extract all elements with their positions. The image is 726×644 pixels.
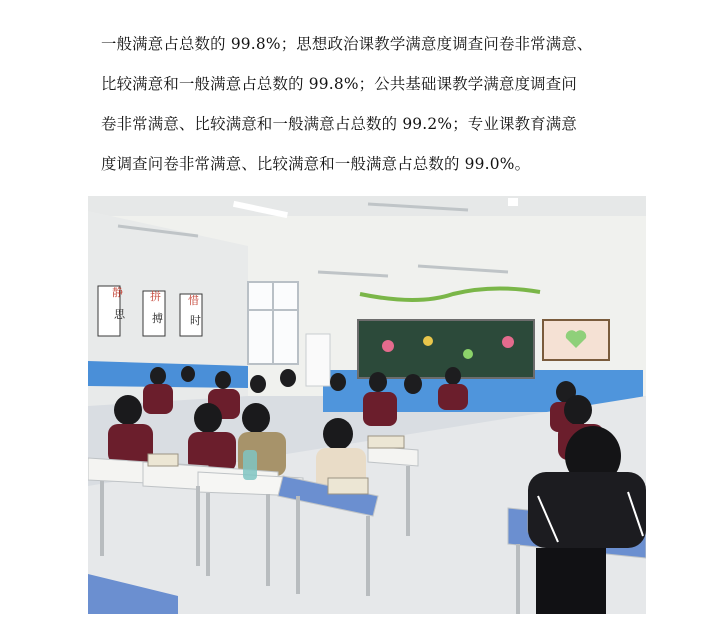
student-legs-front — [536, 548, 606, 614]
student-body-front — [528, 472, 646, 548]
wall-sign-3: 拼 — [150, 290, 161, 303]
wall-sign-4: 搏 — [152, 312, 163, 325]
classroom-photo — [88, 196, 646, 614]
wall-sign-5: 惜 — [188, 294, 199, 307]
paragraph — [101, 24, 631, 184]
paragraph-line-2: 比较满意和一般满意占总数的 99.8%；公共基础课教学满意度调查问 — [101, 75, 577, 93]
window — [248, 282, 298, 364]
paragraph-line-3: 卷非常满意、比较满意和一般满意占总数的 99.2%；专业课教育满意 — [101, 115, 577, 133]
paragraph-line-4: 度调查问卷非常满意、比较满意和一般满意占总数的 99.0%。 — [101, 155, 531, 173]
wall-sign-6: 时 — [190, 314, 201, 327]
wall-sign-2: 思 — [114, 308, 125, 321]
air-conditioner — [306, 334, 330, 386]
paragraph-line-1: 一般满意占总数的 99.8%；思想政治课教学满意度调查问卷非常满意、 — [101, 35, 593, 53]
water-bottle — [243, 450, 257, 480]
wall-sign-1: 静 — [112, 286, 123, 299]
ceiling-light-2 — [508, 198, 518, 206]
